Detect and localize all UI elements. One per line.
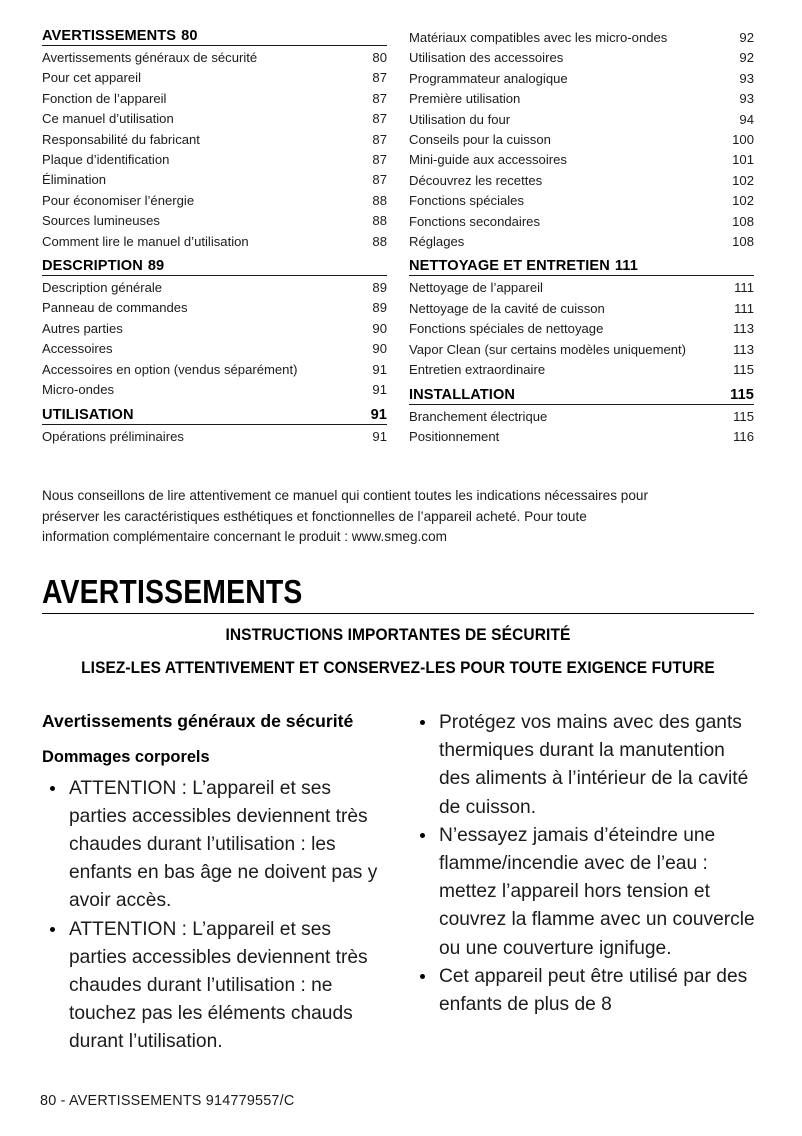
page-title-rule [42,613,754,614]
toc-section-title: DESCRIPTION [42,258,143,275]
toc-entry-label: Découvrez les recettes [409,172,543,188]
bullet-dot-icon [420,720,425,725]
list-item [42,775,388,916]
warnings-heading: Avertissements généraux de sécurité [42,711,354,731]
warnings-right-column [412,709,758,1057]
toc-entry-page: 102 [732,172,754,188]
toc-entry-label: Fonctions spéciales [409,193,524,209]
toc-entry-label: Fonction de l’appareil [42,90,167,106]
bullet-dot-icon [50,786,55,791]
toc-section-nettoyage-et-entretien[interactable] [409,258,754,276]
toc-entry-page: 90 [372,341,387,357]
toc-entry[interactable] [409,319,754,339]
toc-entry[interactable] [42,109,387,129]
toc-entry[interactable] [42,427,387,447]
toc-entry-label: Nettoyage de l’appareil [409,280,543,296]
toc-entry-page: 93 [739,70,754,86]
toc-entry-page: 100 [732,132,754,148]
toc-entry[interactable] [42,319,387,339]
toc-entry-label: Nettoyage de la cavité de cuisson [409,300,605,316]
toc-entry-label: Micro-ondes [42,382,115,398]
warnings-left-column [42,709,388,1057]
toc-entry-label: Conseils pour la cuisson [409,132,551,148]
toc-entry-page: 88 [372,192,387,208]
toc-left-column [42,28,387,447]
toc-section-page: 80 [181,28,198,44]
toc-entry-page: 108 [732,234,754,250]
toc-section-page: 91 [370,406,387,423]
warnings-left-bullet-list [42,775,388,1057]
warnings-right-bullet-list [412,709,758,1019]
toc-entry[interactable] [42,89,387,109]
toc-entry-label: Plaque d’identification [42,152,170,168]
toc-entry-page: 102 [732,193,754,209]
toc-section-title: UTILISATION [42,406,134,423]
toc-section-page: 115 [730,386,754,403]
toc-entry-page: 111 [734,300,754,316]
toc-entry[interactable] [409,69,754,89]
toc-entry-label: Fonctions spéciales de nettoyage [409,321,604,337]
toc-entry-label: Réglages [409,234,465,250]
toc-entry[interactable] [42,298,387,318]
toc-entry-label: Utilisation des accessoires [409,50,564,66]
toc-entry-page: 91 [372,382,387,398]
toc-entry-page: 115 [733,408,754,424]
toc-entry-page: 108 [732,213,754,229]
toc-entry-label: Panneau de commandes [42,300,188,316]
toc-entry[interactable] [42,191,387,211]
toc-entry-label: Première utilisation [409,91,521,107]
toc-entry-page: 92 [739,50,754,66]
toc-section-description[interactable] [42,258,387,276]
toc-entry-page: 91 [372,428,387,444]
safety-banner [42,624,754,680]
toc-entry-label: Mini-guide aux accessoires [409,152,567,168]
safety-banner-line-1: INSTRUCTIONS IMPORTANTES DE SÉCURITÉ [225,626,571,644]
list-item [412,963,758,1019]
toc-section-page: 111 [614,258,638,275]
toc-entry-label: Branchement électrique [409,408,548,424]
page-title-text: AVERTISSEMENTS [42,573,303,610]
toc-entry[interactable] [409,212,754,232]
intro-line-2: préserver les caractéristiques esthétiques et fonctionnelles de l’appareil acheté. Pour toute [42,509,587,524]
toc-entry-page: 101 [732,152,754,168]
toc-entry-label: Fonctions secondaires [409,213,541,229]
toc-entry-label: Responsabilité du fabricant [42,131,200,147]
toc-entry-label: Sources lumineuses [42,213,160,229]
toc-entry[interactable] [42,68,387,88]
toc-entry-page: 89 [372,300,387,316]
toc-entry[interactable] [42,232,387,252]
page-title [42,572,754,614]
toc-entry-page: 87 [372,131,387,147]
toc-entry-label: Autres parties [42,320,123,336]
toc-entry[interactable] [42,360,387,380]
toc-entry-label: Ce manuel d’utilisation [42,111,174,127]
toc-entry-label: Élimination [42,172,107,188]
toc-entry-label: Comment lire le manuel d’utilisation [42,233,249,249]
toc-entry[interactable] [409,299,754,319]
toc-section-avertissements[interactable] [42,28,387,46]
toc-entry-page: 88 [372,233,387,249]
toc-entry-label: Positionnement [409,428,500,444]
toc-entry-page: 87 [372,152,387,168]
toc-entry-label: Accessoires en option (vendus séparément) [42,361,298,377]
page-footer: 80 - AVERTISSEMENTS 914779557/C [40,1093,295,1109]
toc-entry[interactable] [409,278,754,298]
toc-entry[interactable] [409,340,754,360]
toc-entry[interactable] [409,232,754,252]
toc-entry-label: Utilisation du four [409,111,511,127]
toc-entry-label: Vapor Clean (sur certains modèles uniquement) [409,341,687,357]
warnings-body [42,709,758,1057]
list-item [42,916,388,1057]
toc-entry-page: 111 [734,280,754,296]
toc-entry-page: 87 [372,90,387,106]
toc-entry[interactable] [42,150,387,170]
toc-entry-page: 116 [733,428,754,444]
toc-entry[interactable] [42,48,387,68]
toc-entry[interactable] [409,48,754,68]
toc-section-utilisation[interactable] [42,407,387,425]
list-item-text: Cet appareil peut être utilisé par des enfants de plus de 8 [439,965,748,1016]
intro-line-3: information complémentaire concernant le produit : www.smeg.com [42,528,447,544]
toc-section-page: 89 [147,258,165,275]
toc-entry-page: 93 [739,91,754,107]
table-of-contents [42,28,754,447]
toc-entry-label: Programmateur analogique [409,70,568,86]
toc-section-title: NETTOYAGE ET ENTRETIEN [409,258,610,275]
list-item [412,709,758,822]
toc-entry-page: 88 [372,213,387,229]
list-item [412,822,758,963]
toc-entry[interactable] [409,28,754,48]
warnings-subheading: Dommages corporels [42,747,210,766]
toc-entry-page: 80 [372,50,387,65]
toc-entry-page: 92 [739,30,754,45]
toc-entry[interactable] [409,427,754,447]
toc-entry-page: 113 [733,321,754,337]
toc-right-column [409,28,754,447]
toc-entry[interactable] [409,130,754,150]
toc-entry[interactable] [409,407,754,427]
toc-entry-label: Matériaux compatibles avec les micro-ondes [409,30,668,45]
toc-entry-page: 87 [372,172,387,188]
toc-entry-page: 91 [372,361,387,377]
toc-entry[interactable] [409,171,754,191]
toc-entry-page: 115 [733,362,754,378]
bullet-dot-icon [420,974,425,979]
toc-entry-label: Description générale [42,280,163,296]
toc-entry[interactable] [42,211,387,231]
toc-entry[interactable] [42,380,387,400]
list-item-text: ATTENTION : L’appareil et ses parties accessibles deviennent très chaudes durant l’utilisation : ne touchez pas les éléments chauds durant l’utilisation. [69,918,368,1053]
toc-entry-page: 87 [372,111,387,127]
bullet-dot-icon [50,927,55,932]
toc-entry[interactable] [409,110,754,130]
list-item-text: ATTENTION : L’appareil et ses parties accessibles deviennent très chaudes durant l’utilisation : les enfants en bas âge ne doivent pas y avoir accès. [69,777,378,912]
intro-paragraph [42,484,754,546]
intro-line-1: Nous conseillons de lire attentivement ce manuel qui contient toutes les indications nécessaires pour [42,488,649,503]
bullet-dot-icon [420,833,425,838]
toc-entry[interactable] [409,191,754,211]
safety-banner-line-2: LISEZ-LES ATTENTIVEMENT ET CONSERVEZ-LES POUR TOUTE EXIGENCE FUTURE [81,659,715,677]
toc-entry-label: Pour économiser l’énergie [42,192,195,208]
list-item-text: N’essayez jamais d’éteindre une flamme/incendie avec de l’eau : mettez l’appareil hors tension et couvrez la flamme avec un couvercle ou une couverture ignifuge. [439,824,755,959]
toc-entry[interactable] [409,150,754,170]
toc-entry[interactable] [42,339,387,359]
toc-entry[interactable] [42,170,387,190]
list-item-text: Protégez vos mains avec des gants thermiques durant la manutention des aliments à l’intérieur de la cavité de cuisson. [439,712,749,818]
toc-entry-page: 87 [372,70,387,86]
toc-section-title: AVERTISSEMENTS [42,28,177,44]
toc-entry-label: Avertissements généraux de sécurité [42,50,258,65]
toc-entry[interactable] [409,360,754,380]
toc-entry-page: 94 [739,111,754,127]
toc-section-title: INSTALLATION [409,386,516,403]
toc-entry-label: Accessoires [42,341,113,357]
toc-entry-page: 113 [733,341,754,357]
toc-entry[interactable] [409,89,754,109]
toc-entry-label: Entretien extraordinaire [409,362,546,378]
toc-entry-page: 89 [372,280,387,296]
toc-entry-label: Pour cet appareil [42,70,141,86]
toc-entry[interactable] [42,130,387,150]
toc-entry-label: Opérations préliminaires [42,428,184,444]
toc-entry[interactable] [42,278,387,298]
toc-entry-page: 90 [372,320,387,336]
toc-section-installation[interactable] [409,387,754,405]
